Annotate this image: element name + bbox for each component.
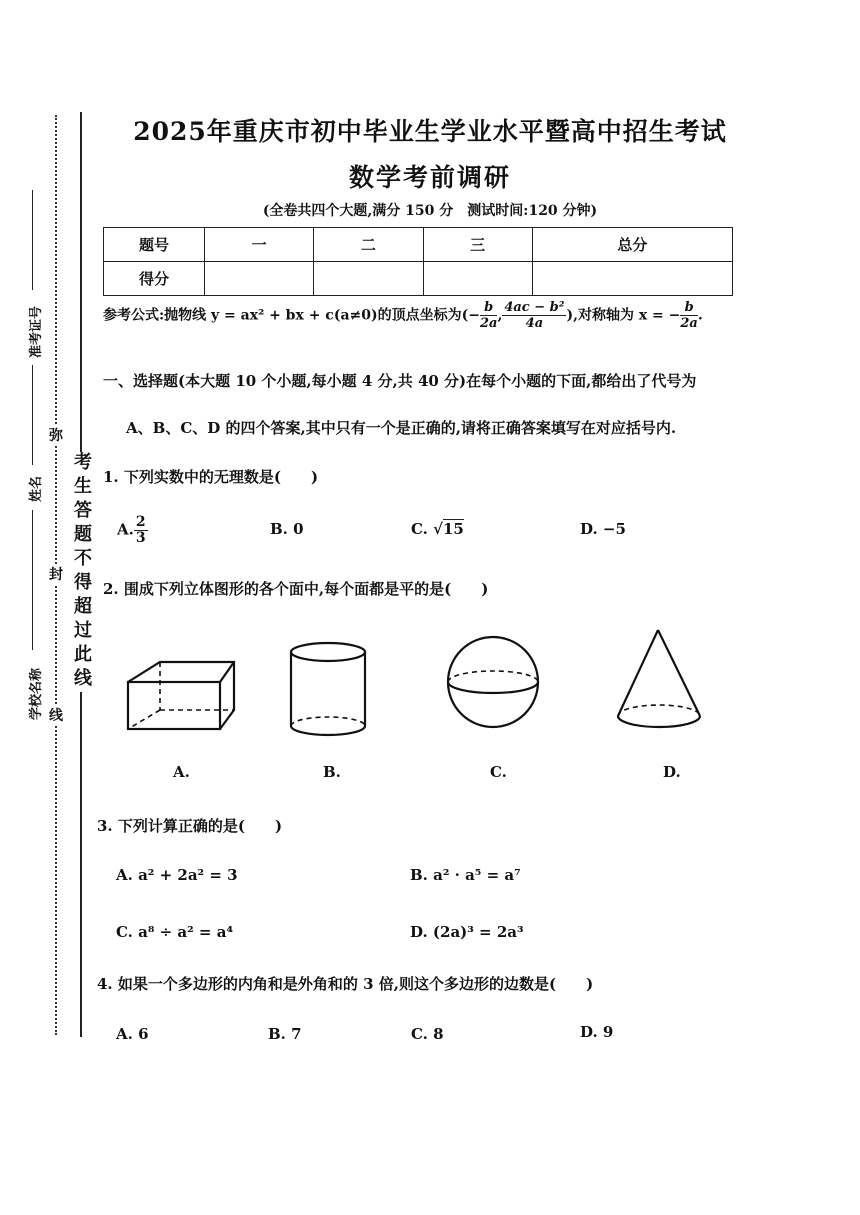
score-table-header-row [104,228,733,262]
q2-option-b[interactable]: B. [323,763,341,781]
question-1-stem: 1. 下列实数中的无理数是( ) [103,468,319,486]
formula-comma: , [497,307,503,324]
seal-char-xian: 线 [49,705,63,725]
name-label: 姓名 [29,475,44,502]
q4-option-d[interactable]: D. 9 [580,1023,614,1041]
exam-info: (全卷共四个大题,满分 150 分 测试时间:120 分钟) [262,203,598,219]
score-entry-3[interactable] [423,262,532,296]
cuboid-figure [128,662,234,729]
q3-option-d[interactable]: D. (2a)³ = 2a³ [410,923,524,941]
score-cell-label: 题号 [104,228,205,262]
cylinder-figure [291,643,365,735]
q4-option-b[interactable]: B. 7 [268,1025,302,1043]
q4-option-c[interactable]: C. 8 [411,1025,444,1043]
name-line [32,510,33,650]
formula-mid: ),对称轴为 x = − [566,307,681,324]
formula-frac-3: $\frac{b}{2a}$ [680,300,698,331]
q2-option-c[interactable]: C. [490,763,507,781]
score-table-score-row [104,262,733,296]
score-entry-total[interactable] [532,262,732,296]
seal-char-feng: 封 [49,564,63,584]
score-entry-1[interactable] [205,262,314,296]
seal-char-mi: 弥 [49,425,63,445]
q3-option-b[interactable]: B. a² · a⁵ = a⁷ [410,866,521,884]
formula-neg: − [468,307,480,324]
section1-instruction-line2: A、B、C、D 的四个答案,其中只有一个是正确的,请将正确答案填写在对应括号内. [126,419,677,437]
score-entry-2[interactable] [314,262,423,296]
formula-lead: 参考公式:抛物线 y = ax² + bx + c(a≠0)的顶点坐标为( [103,307,469,324]
q4-option-a[interactable]: A. 6 [116,1025,149,1043]
formula-frac-1: $\frac{b}{2a}$ [479,300,498,331]
question-3-stem: 3. 下列计算正确的是( ) [97,817,283,835]
q1-option-c[interactable]: C. √15 [411,520,464,538]
q1-option-a[interactable]: A. $\frac{2}{3}$ [117,514,146,546]
question-2-stem: 2. 围成下列立体图形的各个面中,每个面都是平的是( ) [103,580,489,598]
answer-boundary-warning: 考生答题不得超过此线 [68,452,94,692]
score-cell-total: 总分 [532,228,732,262]
q2-option-d[interactable]: D. [663,763,681,781]
q3-option-c[interactable]: C. a⁸ ÷ a² = a⁴ [116,923,234,941]
score-cell-part2: 二 [314,228,423,262]
formula-frac-2: $\frac{\text{4ac − b²}}{4a}$ [504,300,565,331]
reference-formula [103,300,703,331]
q2-option-a[interactable]: A. [173,763,190,781]
section1-instruction-line1: 一、选择题(本大题 10 个小题,每小题 4 分,共 40 分)在每个小题的下面,都给出了代号为 [103,372,697,390]
cone-figure [618,630,700,727]
exam-title: 2025年重庆市初中毕业生学业水平暨高中招生考试 [133,117,727,146]
id-number-line-2 [32,365,33,465]
sphere-figure [448,637,538,727]
q1-option-d[interactable]: D. −5 [580,520,626,538]
score-cell-part3: 三 [423,228,532,262]
q1-option-b[interactable]: B. 0 [270,520,304,538]
score-table [103,227,733,296]
score-cell-part1: 一 [205,228,314,262]
question-4-stem: 4. 如果一个多边形的内角和是外角和的 3 倍,则这个多边形的边数是( ) [97,975,594,993]
score-row-label: 得分 [104,262,205,296]
school-label: 学校名称 [29,667,44,720]
formula-end: . [697,307,703,324]
q2-figures [110,620,750,745]
id-number-label: 准考证号 [29,305,44,358]
exam-subtitle: 数学考前调研 [348,163,511,192]
q3-option-a[interactable]: A. a² + 2a² = 3 [116,866,238,884]
